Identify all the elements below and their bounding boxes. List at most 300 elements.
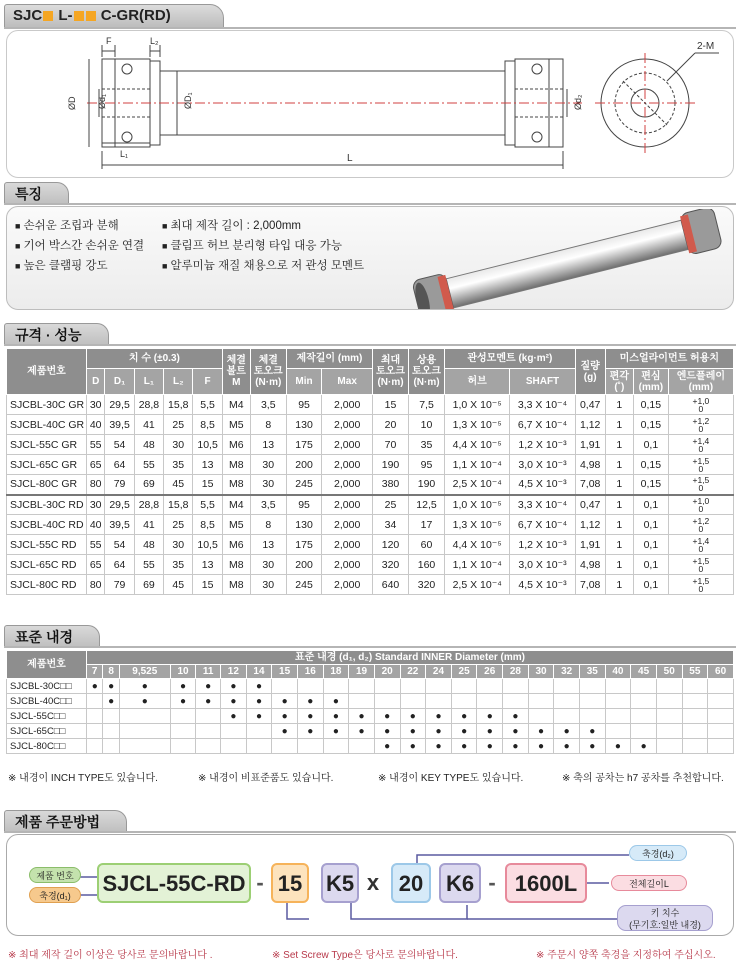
bore-cell-model: SJCL-65C□□ (7, 724, 87, 739)
availability-dot-icon: ● (589, 725, 596, 737)
spec-cell: 3,0 X 10⁻³ (510, 555, 575, 575)
spec-cell: 160 (409, 555, 445, 575)
endplay-upper: +1,5 (692, 455, 710, 466)
bore-size: 30 (528, 665, 554, 679)
spec-table (6, 348, 734, 595)
bore-cell (451, 724, 477, 739)
spec-cell-endplay (668, 455, 733, 475)
bore-cell (221, 724, 247, 739)
feature-item: ■ 손쉬운 조립과 분해 (15, 217, 119, 233)
label-L: L (347, 153, 353, 164)
spec-cell: 15 (193, 575, 222, 595)
availability-dot-icon: ● (409, 740, 416, 752)
endplay-lower: 0 (698, 503, 704, 514)
spec-cell: 13 (250, 535, 286, 555)
pill-d2: 축경(d₂) (629, 845, 687, 861)
bore-cell (503, 679, 529, 694)
endplay-lower: 0 (698, 563, 704, 574)
spec-cell: M4 (222, 395, 250, 415)
spec-cell: 15 (373, 395, 409, 415)
spec-cell: 95 (286, 395, 322, 415)
spec-cell: 1 (605, 535, 633, 555)
spec-cell-model: SJCL-80C RD (7, 575, 87, 595)
endplay-value (693, 517, 710, 533)
spec-cell: 1,2 X 10⁻³ (510, 535, 575, 555)
endplay-value (693, 397, 710, 413)
spec-cell: 0,15 (633, 415, 668, 435)
spec-cell: 640 (373, 575, 409, 595)
bore-cell (323, 739, 349, 754)
spec-col-dim: F (193, 369, 222, 395)
availability-dot-icon: ● (486, 725, 493, 737)
spec-col-dim: D₁ (105, 369, 134, 395)
spec-cell: 0,1 (633, 555, 668, 575)
availability-dot-icon: ● (108, 680, 115, 692)
bore-cell (477, 739, 503, 754)
availability-dot-icon: ● (512, 710, 519, 722)
features-panel (6, 206, 734, 310)
pill-length: 전체길이L (611, 875, 687, 891)
bore-cell (374, 724, 400, 739)
bore-size: 32 (554, 665, 580, 679)
bore-cell (426, 739, 452, 754)
bore-cell (246, 724, 272, 739)
availability-dot-icon: ● (435, 725, 442, 737)
bore-cell (477, 694, 503, 709)
availability-dot-icon: ● (512, 740, 519, 752)
spec-cell: 64 (105, 555, 134, 575)
spec-cell: 45 (164, 575, 193, 595)
spec-cell: 245 (286, 475, 322, 495)
spec-cell: 4,5 X 10⁻³ (510, 575, 575, 595)
spec-cell-model: SJCL-55C GR (7, 435, 87, 455)
availability-dot-icon: ● (409, 710, 416, 722)
order-panel (6, 834, 734, 936)
bore-cell (656, 679, 682, 694)
spec-cell-endplay (668, 575, 733, 595)
bore-cell (708, 694, 734, 709)
bore-cell (272, 739, 298, 754)
availability-dot-icon: ● (230, 695, 237, 707)
endplay-lower: 0 (698, 483, 704, 494)
spec-cell: 175 (286, 535, 322, 555)
bore-cell (246, 679, 272, 694)
spec-cell: 1 (605, 435, 633, 455)
endplay-upper: +1,2 (692, 515, 710, 526)
spec-col-misalign-sub: 엔드플레이 (mm) (668, 369, 733, 395)
bore-cell (605, 709, 631, 724)
spec-cell: 0,1 (633, 435, 668, 455)
endplay-lower: 0 (698, 443, 704, 454)
spec-cell: 2,000 (322, 415, 373, 435)
spec-cell: 30 (250, 575, 286, 595)
bore-cell (400, 694, 426, 709)
spec-cell-model: SJCBL-40C GR (7, 415, 87, 435)
bore-cell (708, 739, 734, 754)
spec-cell: 69 (134, 475, 163, 495)
endplay-value (693, 497, 710, 513)
spec-cell: 7,08 (575, 475, 605, 495)
spec-cell: M8 (222, 555, 250, 575)
feature-item: ■ 클림프 허브 분리형 타입 대응 가능 (162, 237, 342, 253)
bore-size: 10 (170, 665, 196, 679)
spec-col-rated-torque: 상용 토오크 (N·m) (409, 349, 445, 395)
spec-cell-endplay (668, 415, 733, 435)
endplay-value (693, 417, 710, 433)
table-row (7, 515, 734, 535)
spec-cell: 30 (87, 395, 105, 415)
feature-item: ■ 최대 제작 길이 : 2,000mm (162, 217, 301, 233)
order-code-length: 1600L (505, 863, 587, 903)
availability-dot-icon: ● (614, 740, 621, 752)
spec-cell-endplay (668, 475, 733, 495)
bore-size: 7 (87, 665, 103, 679)
order-divider (4, 831, 736, 833)
title-divider (4, 27, 736, 29)
spec-cell: 4,4 X 10⁻⁵ (445, 535, 510, 555)
bore-cell (87, 694, 103, 709)
bore-cell (196, 709, 221, 724)
spec-cell: 15 (193, 475, 222, 495)
availability-dot-icon: ● (409, 725, 416, 737)
spec-cell: 65 (87, 455, 105, 475)
bore-cell (554, 724, 580, 739)
spec-cell: 54 (105, 535, 134, 555)
spec-cell: 13 (193, 455, 222, 475)
bore-cell (246, 709, 272, 724)
bore-cell (528, 724, 554, 739)
bore-cell (323, 694, 349, 709)
bore-cell (426, 709, 452, 724)
bore-cell (631, 679, 657, 694)
spec-cell: 8,5 (193, 415, 222, 435)
bore-size: 20 (374, 665, 400, 679)
bore-cell (554, 739, 580, 754)
spec-cell: 55 (134, 555, 163, 575)
availability-dot-icon: ● (461, 710, 468, 722)
endplay-lower: 0 (698, 463, 704, 474)
bore-cell (451, 694, 477, 709)
spec-col-misalign-sub: 편심 (mm) (633, 369, 668, 395)
spec-cell: 8,5 (193, 515, 222, 535)
spec-divider (4, 344, 736, 346)
label-L1: L₁ (120, 149, 129, 159)
availability-dot-icon: ● (512, 725, 519, 737)
bore-cell (528, 739, 554, 754)
bore-cell-model: SJCBL-30C□□ (7, 679, 87, 694)
spec-cell: 8 (250, 415, 286, 435)
spec-cell: 1,3 X 10⁻⁵ (445, 415, 510, 435)
spec-cell: 190 (409, 475, 445, 495)
bore-cell (119, 709, 170, 724)
availability-dot-icon: ● (141, 695, 148, 707)
bore-size: 12 (221, 665, 247, 679)
spec-cell: 35 (164, 555, 193, 575)
spec-col-dims: 치 수 (±0.3) (87, 349, 223, 369)
bore-cell (272, 724, 298, 739)
endplay-upper: +1,4 (692, 435, 710, 446)
bore-cell (503, 694, 529, 709)
spec-cell-model: SJCBL-40C RD (7, 515, 87, 535)
order-note: ※ 주문시 양쪽 축경을 지정하여 주십시오. (536, 950, 716, 961)
bore-cell (682, 724, 708, 739)
spec-col-weight: 질량 (g) (575, 349, 605, 395)
spec-cell: 95 (409, 455, 445, 475)
bore-cell (708, 724, 734, 739)
availability-dot-icon: ● (384, 725, 391, 737)
bore-cell (221, 739, 247, 754)
spec-cell-model: SJCBL-30C RD (7, 495, 87, 515)
spec-cell: 30 (250, 475, 286, 495)
spec-cell: 2,000 (322, 455, 373, 475)
bore-cell (605, 739, 631, 754)
bore-cell (528, 694, 554, 709)
availability-dot-icon: ● (486, 740, 493, 752)
bore-size: 28 (503, 665, 529, 679)
bore-cell (503, 739, 529, 754)
spec-col-dim: L₂ (164, 369, 193, 395)
spec-cell: 130 (286, 415, 322, 435)
endplay-lower: 0 (698, 403, 704, 414)
bore-size: 14 (246, 665, 272, 679)
spec-cell: 2,5 X 10⁻⁴ (445, 575, 510, 595)
table-row (7, 535, 734, 555)
spec-cell: 130 (286, 515, 322, 535)
spec-cell: 65 (87, 555, 105, 575)
spec-cell: 1,12 (575, 515, 605, 535)
bore-cell (119, 724, 170, 739)
spec-cell: 120 (373, 535, 409, 555)
order-heading: 제품 주문방법 (4, 810, 127, 832)
spec-cell: 41 (134, 515, 163, 535)
bore-cell (682, 679, 708, 694)
order-code-d2: 20 (391, 863, 431, 903)
bore-cell (451, 679, 477, 694)
spec-cell: 48 (134, 535, 163, 555)
bore-cell (605, 679, 631, 694)
spec-cell: 5,5 (193, 495, 222, 515)
bore-note: ※ 축의 공차는 h7 공차를 추천합니다. (562, 773, 724, 784)
bore-cell (297, 709, 323, 724)
spec-cell: 1 (605, 495, 633, 515)
spec-cell: 95 (286, 495, 322, 515)
pill-key-note: (무기호:일반 내경) (629, 920, 701, 930)
availability-dot-icon: ● (358, 725, 365, 737)
table-row (7, 455, 734, 475)
spec-cell: 45 (164, 475, 193, 495)
bore-cell (103, 694, 119, 709)
bore-cell (323, 709, 349, 724)
spec-cell: 30 (250, 455, 286, 475)
bore-cell (272, 694, 298, 709)
bore-size: 60 (708, 665, 734, 679)
spec-cell: 245 (286, 575, 322, 595)
spec-cell: 15,8 (164, 395, 193, 415)
drawing-panel (6, 30, 734, 178)
bore-size: 16 (297, 665, 323, 679)
bore-cell (349, 679, 375, 694)
spec-cell: 2,000 (322, 515, 373, 535)
bore-cell (656, 724, 682, 739)
endplay-upper: +1,0 (692, 395, 710, 406)
spec-cell: 60 (409, 535, 445, 555)
bore-cell (297, 694, 323, 709)
bore-cell (170, 709, 196, 724)
bore-size: 35 (579, 665, 605, 679)
label-d1: Ød₁ (97, 93, 107, 109)
bore-cell (196, 739, 221, 754)
table-row (7, 739, 734, 754)
bore-cell (103, 739, 119, 754)
spec-col-inertia: 관성모멘트 (kg·m²) (445, 349, 576, 369)
spec-col-misalign-sub: 편각 (˚) (605, 369, 633, 395)
spec-col-misalign: 미스얼라이먼트 허용치 (605, 349, 733, 369)
availability-dot-icon: ● (538, 725, 545, 737)
bore-cell (503, 724, 529, 739)
spec-cell: 29,5 (105, 495, 134, 515)
bore-cell (554, 694, 580, 709)
endplay-lower: 0 (698, 583, 704, 594)
spec-cell: 35 (164, 455, 193, 475)
spec-cell: 0,1 (633, 575, 668, 595)
bore-size: 24 (426, 665, 452, 679)
availability-dot-icon: ● (307, 725, 314, 737)
spec-cell: 380 (373, 475, 409, 495)
spec-cell: 13 (193, 555, 222, 575)
feature-item: ■ 높은 클램핑 강도 (15, 257, 108, 273)
spec-cell: 34 (373, 515, 409, 535)
pill-model: 제품 번호 (29, 867, 81, 883)
endplay-upper: +1,2 (692, 415, 710, 426)
product-title (4, 4, 224, 28)
title-placeholder-square (74, 11, 84, 21)
order-code-k1: K5 (321, 863, 359, 903)
spec-cell-model: SJCL-65C GR (7, 455, 87, 475)
bore-cell-model: SJCBL-40C□□ (7, 694, 87, 709)
bore-cell (221, 694, 247, 709)
bore-size: 22 (400, 665, 426, 679)
bore-cell (170, 679, 196, 694)
endplay-upper: +1,5 (692, 555, 710, 566)
bore-cell (579, 739, 605, 754)
spec-cell: 175 (286, 435, 322, 455)
bore-cell (400, 679, 426, 694)
bore-cell (631, 709, 657, 724)
spec-cell: 0,1 (633, 535, 668, 555)
spec-cell: 39,5 (105, 415, 134, 435)
spec-cell: 5,5 (193, 395, 222, 415)
order-code-k2: K6 (439, 863, 481, 903)
spec-cell: 39,5 (105, 515, 134, 535)
spec-cell-endplay (668, 495, 733, 515)
spec-cell: 0,15 (633, 395, 668, 415)
label-L2: L₂ (150, 36, 159, 46)
table-row (7, 395, 734, 415)
spec-cell: M5 (222, 515, 250, 535)
bore-cell (349, 724, 375, 739)
spec-cell: 17 (409, 515, 445, 535)
spec-col-model: 제품번호 (7, 349, 87, 395)
spec-cell: 40 (87, 515, 105, 535)
availability-dot-icon: ● (281, 725, 288, 737)
spec-cell: 1,12 (575, 415, 605, 435)
bore-size: 45 (631, 665, 657, 679)
title-prefix: SJC (13, 7, 43, 24)
bore-cell (272, 709, 298, 724)
availability-dot-icon: ● (332, 725, 339, 737)
spec-cell-model: SJCL-65C RD (7, 555, 87, 575)
availability-dot-icon: ● (589, 740, 596, 752)
bore-cell-model: SJCL-55C□□ (7, 709, 87, 724)
product-photo (407, 209, 727, 309)
spec-cell: 320 (409, 575, 445, 595)
availability-dot-icon: ● (461, 740, 468, 752)
spec-cell: 1,3 X 10⁻⁵ (445, 515, 510, 535)
spec-cell: 7,5 (409, 395, 445, 415)
bore-cell (221, 679, 247, 694)
bore-cell (87, 724, 103, 739)
bore-cell (323, 679, 349, 694)
bore-size: 15 (272, 665, 298, 679)
endplay-upper: +1,5 (692, 475, 710, 486)
availability-dot-icon: ● (332, 710, 339, 722)
availability-dot-icon: ● (538, 740, 545, 752)
bore-size: 55 (682, 665, 708, 679)
availability-dot-icon: ● (255, 695, 262, 707)
bore-cell (374, 694, 400, 709)
spec-col-inertia-sub: SHAFT (510, 369, 575, 395)
endplay-value (693, 537, 710, 553)
order-note: ※ Set Screw Type은 당사로 문의바랍니다. (272, 950, 458, 961)
spec-col-dim: L₁ (134, 369, 163, 395)
bore-size: 18 (323, 665, 349, 679)
bore-cell (477, 724, 503, 739)
bore-col-model: 제품번호 (7, 651, 87, 679)
bore-cell (119, 679, 170, 694)
bore-cell (374, 739, 400, 754)
bore-size: 25 (451, 665, 477, 679)
spec-cell: 7,08 (575, 575, 605, 595)
bore-cell (323, 724, 349, 739)
spec-cell: 2,000 (322, 535, 373, 555)
spec-cell: 28,8 (134, 495, 163, 515)
bore-cell (579, 679, 605, 694)
bore-cell (297, 739, 323, 754)
spec-cell: 320 (373, 555, 409, 575)
spec-cell: M8 (222, 455, 250, 475)
bore-cell (119, 694, 170, 709)
bore-note: ※ 내경이 KEY TYPE도 있습니다. (378, 773, 524, 784)
availability-dot-icon: ● (108, 695, 115, 707)
spec-cell: 2,000 (322, 435, 373, 455)
availability-dot-icon: ● (461, 725, 468, 737)
spec-cell: 1,1 X 10⁻⁴ (445, 455, 510, 475)
bore-cell (656, 739, 682, 754)
order-dash: - (256, 870, 264, 895)
bore-size: 8 (103, 665, 119, 679)
bore-cell (297, 724, 323, 739)
spec-cell: 200 (286, 455, 322, 475)
spec-cell: 3,0 X 10⁻³ (510, 455, 575, 475)
table-row (7, 435, 734, 455)
spec-cell: M5 (222, 415, 250, 435)
bore-cell (426, 679, 452, 694)
bore-cell (579, 709, 605, 724)
bore-heading: 표준 내경 (4, 625, 100, 647)
spec-cell: M8 (222, 475, 250, 495)
order-dash: - (488, 870, 496, 895)
bore-cell (196, 694, 221, 709)
